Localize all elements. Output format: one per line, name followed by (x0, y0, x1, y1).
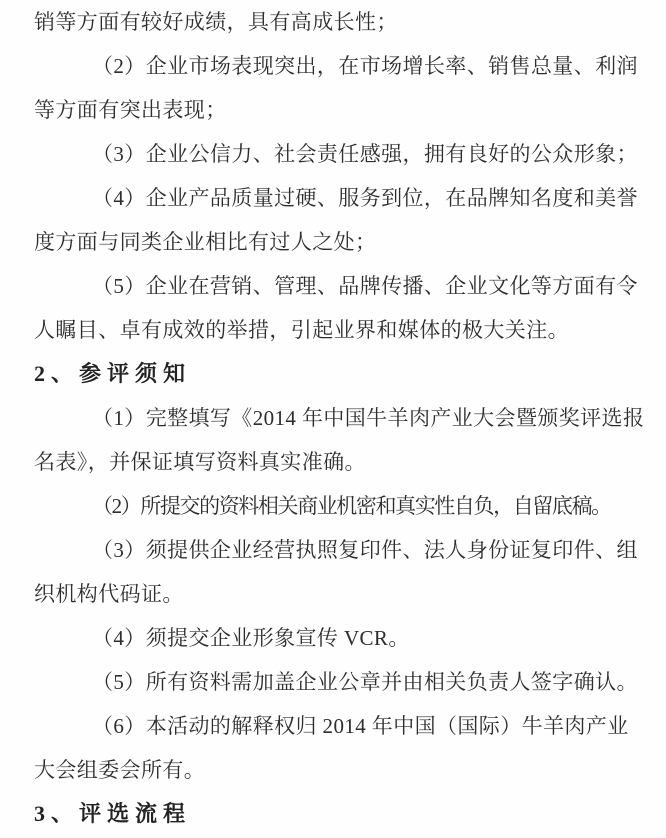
text-line: （2）所提交的资料相关商业机密和真实性自负，自留底稿。 (92, 494, 611, 518)
text-line: （4）企业产品质量过硬、服务到位，在品牌知名度和美誉 (92, 186, 638, 210)
text-line: （5）企业在营销、管理、品牌传播、企业文化等方面有令 (92, 274, 638, 298)
text-line: （6）本活动的解释权归 2014 年中国（国际）牛羊肉产业 (92, 714, 629, 738)
text-line: （2）企业市场表现突出，在市场增长率、销售总量、利润 (92, 54, 638, 78)
text-line: 销等方面有较好成绩，具有高成长性； (34, 10, 398, 34)
text-line: 度方面与同类企业相比有过人之处； (34, 230, 377, 254)
text-line: 名表》，并保证填写资料真实准确。 (34, 450, 366, 474)
section-heading: 2、参评须知 (34, 361, 192, 386)
text-line: 织机构代码证。 (34, 582, 184, 606)
text-line: （5）所有资料需加盖企业公章并由相关负责人签字确认。 (92, 670, 638, 694)
text-line: （1）完整填写《2014 年中国牛羊肉产业大会暨颁奖评选报 (92, 406, 645, 430)
text-line: 人瞩目、卓有成效的举措，引起业界和媒体的极大关注。 (34, 318, 569, 342)
text-line: 等方面有突出表现； (34, 98, 227, 122)
section-heading: 3、评选流程 (34, 801, 192, 826)
text-line: （3）企业公信力、社会责任感强，拥有良好的公众形象； (92, 142, 638, 166)
text-line: （3）须提供企业经营执照复印件、法人身份证复印件、组 (92, 538, 638, 562)
text-line: 大会组委会所有。 (34, 758, 206, 782)
text-line: （4）须提交企业形象宣传 VCR。 (92, 626, 410, 650)
